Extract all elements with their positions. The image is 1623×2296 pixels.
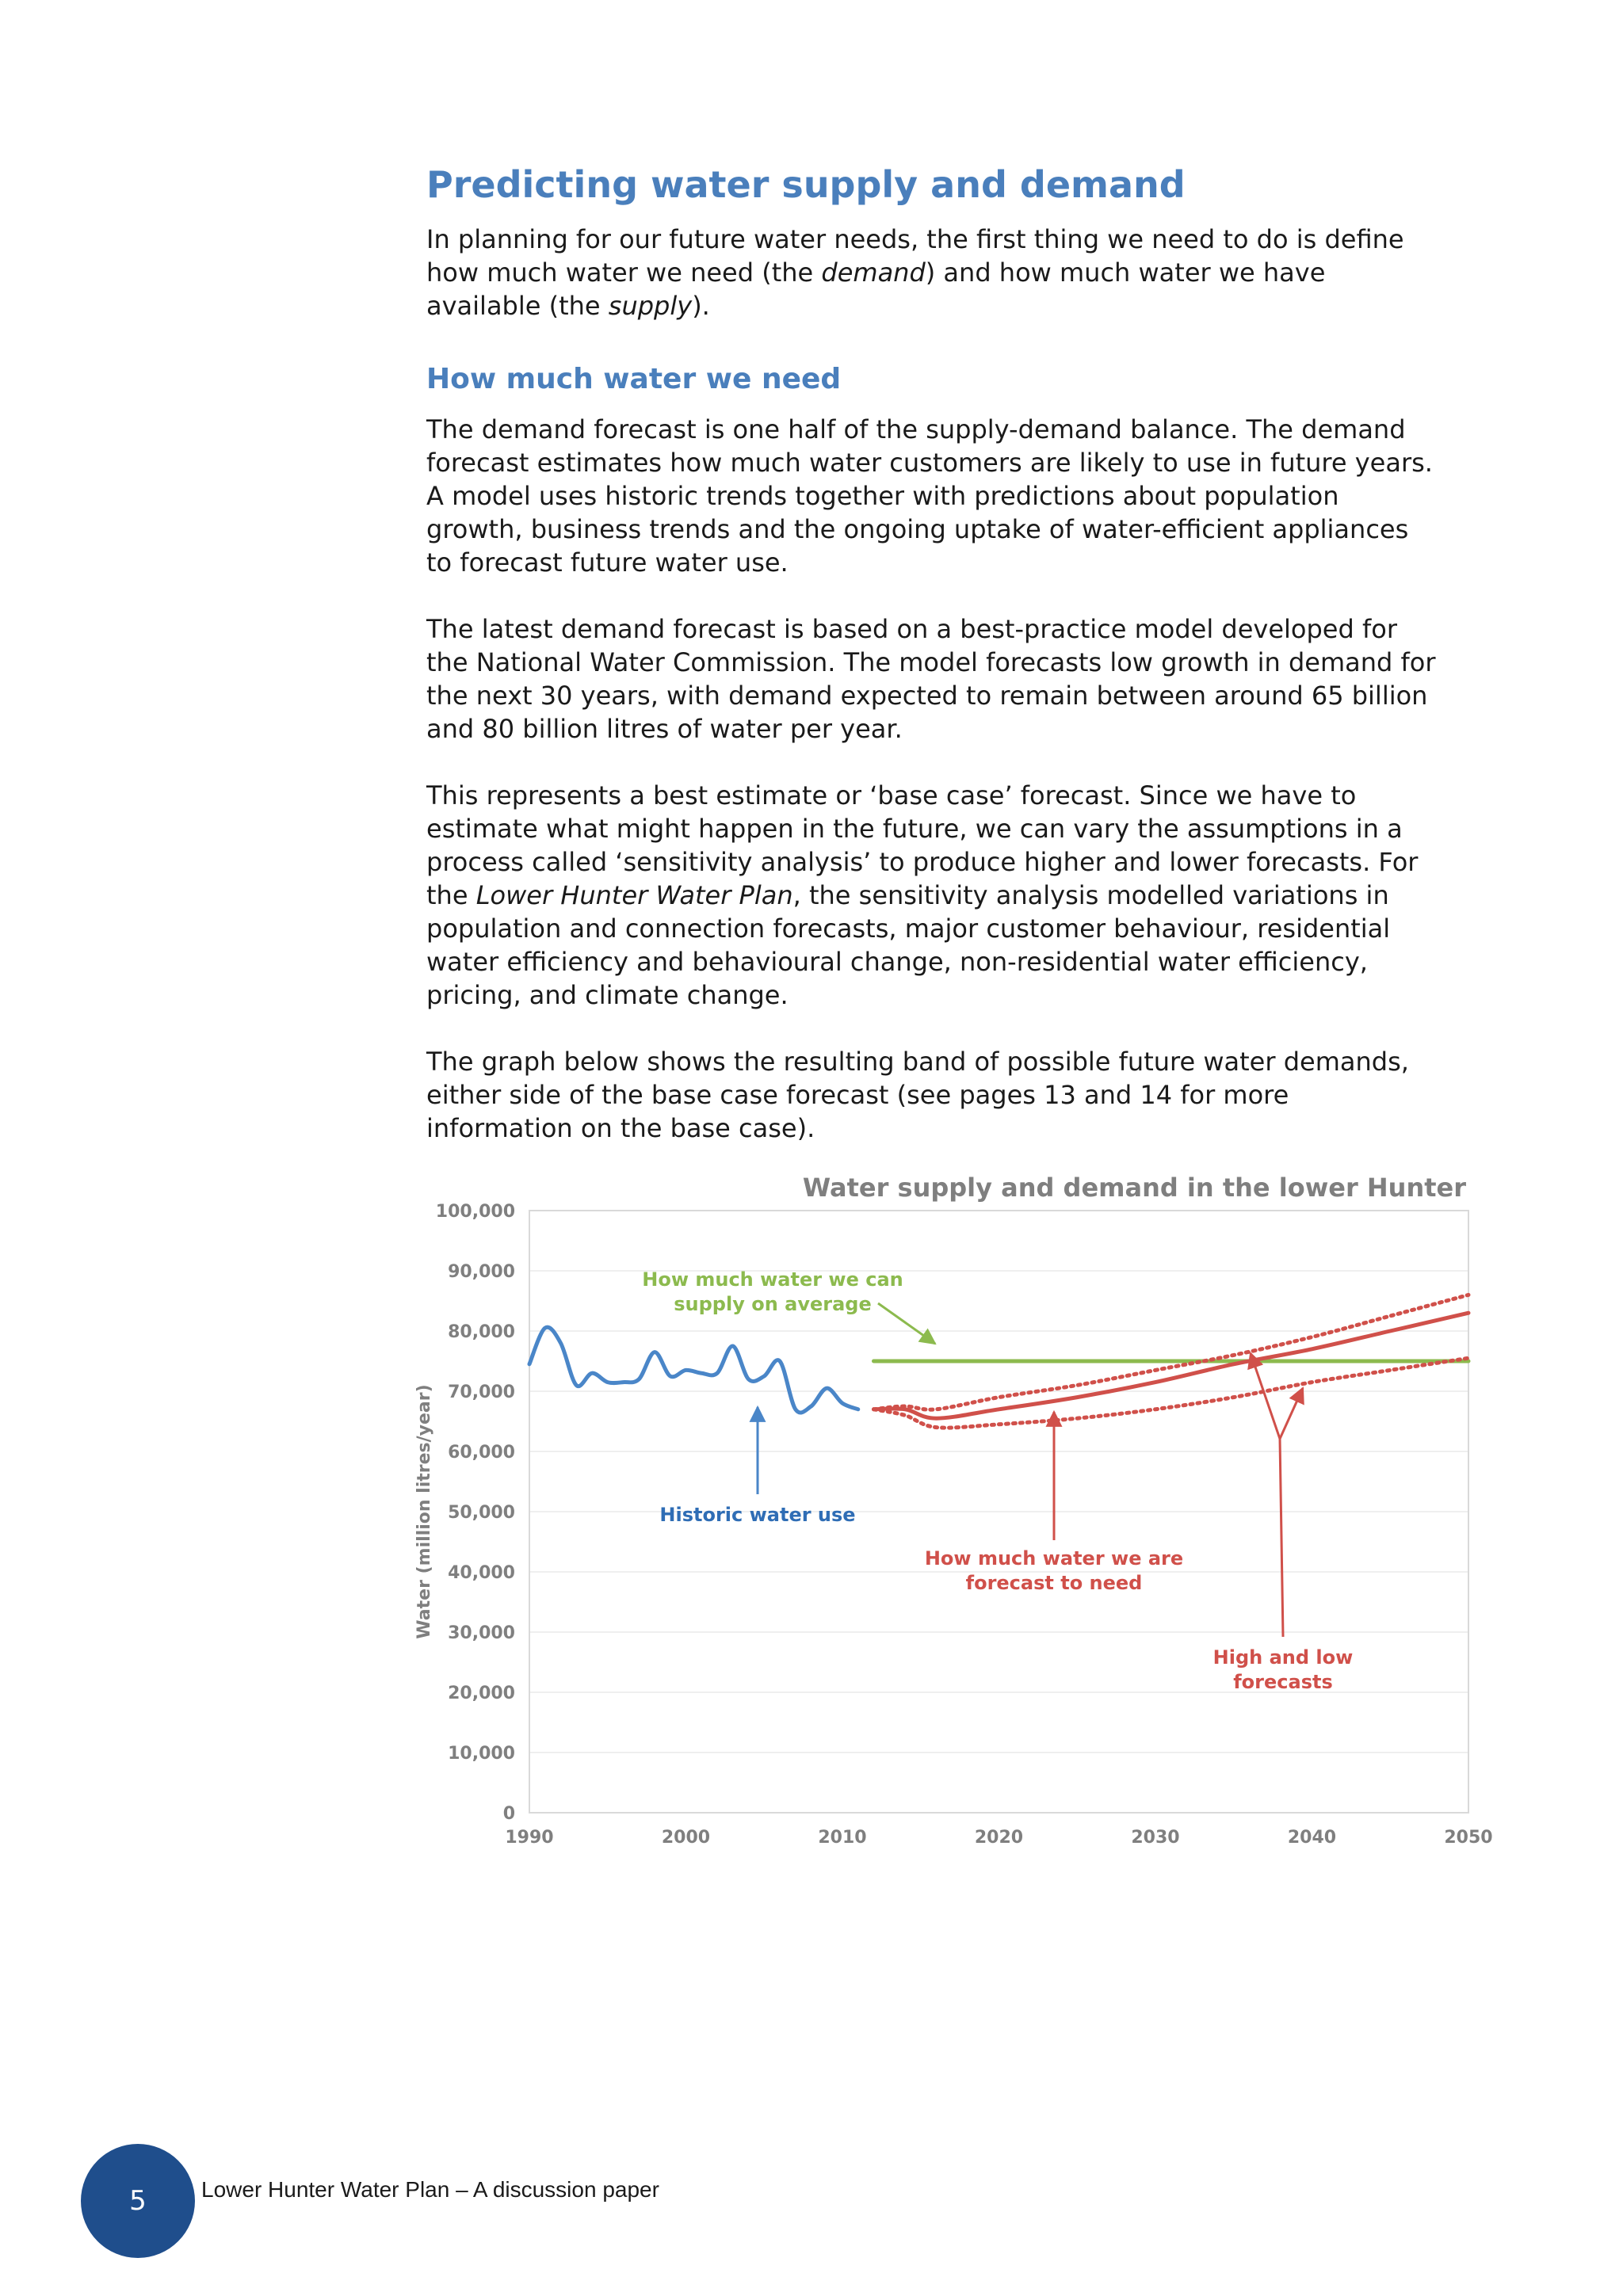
- y-tick-label: 50,000: [448, 1503, 515, 1523]
- paragraph-3-emphasis: Lower Hunter Water Plan: [475, 880, 793, 910]
- annotation-highlow-line2: forecasts: [1233, 1671, 1333, 1693]
- annotation-forecast-line1: How much water we are: [924, 1547, 1184, 1569]
- x-tick-label: 2000: [661, 1828, 711, 1848]
- x-tick-label: 2020: [974, 1828, 1024, 1848]
- y-tick-label: 70,000: [448, 1383, 515, 1402]
- x-tick-label: 2040: [1287, 1828, 1337, 1848]
- paragraph-3-text-b: , the sensitivity analysis modelled variations in population and connection forecasts, major customer behaviour, residential water efficiency and behavioural change, non-residential water efficiency, pricing, and climate change.: [426, 880, 1391, 1010]
- y-tick-label: 80,000: [448, 1322, 515, 1342]
- y-tick-label: 40,000: [448, 1563, 515, 1583]
- annotation-supply-line2: supply on average: [674, 1293, 872, 1315]
- y-tick-label: 90,000: [448, 1262, 515, 1282]
- y-tick-label: 30,000: [448, 1623, 515, 1643]
- x-tick-label: 2010: [818, 1828, 867, 1848]
- chart-title: Water supply and demand in the lower Hunter: [802, 1173, 1466, 1203]
- chart-series: [529, 1295, 1468, 1428]
- document-body: [426, 162, 1441, 1178]
- y-tick-label: 20,000: [448, 1684, 515, 1703]
- paragraph-4: The graph below shows the resulting band of possible future water demands, either side of the base case forecast (see pages 13 and 14 for more information on the base case).: [426, 1047, 1409, 1143]
- intro-emphasis-supply: supply: [608, 291, 693, 321]
- series-line-high: [874, 1295, 1469, 1409]
- water-chart: [412, 1165, 1493, 1862]
- annotation-highlow-line1: High and low: [1212, 1646, 1354, 1669]
- series-line-historic: [529, 1327, 858, 1413]
- paragraph-2: The latest demand forecast is based on a best-practice model developed for the National Water Commission. The model forecasts low growth in demand for the next 30 years, with demand expected to remain between around 65 billion and 80 billion litres of water per year.: [426, 614, 1436, 744]
- x-tick-label: 2050: [1444, 1828, 1493, 1848]
- intro-paragraph: [426, 223, 1441, 322]
- intro-emphasis-demand: demand: [821, 257, 926, 288]
- paragraph-3: [426, 779, 1441, 1012]
- y-axis-ticks: [436, 1202, 515, 1824]
- intro-text-3: ).: [692, 291, 710, 321]
- page-number-badge: [81, 2144, 195, 2258]
- annotation-forecast-line2: forecast to need: [965, 1572, 1143, 1594]
- y-tick-label: 60,000: [448, 1443, 515, 1463]
- annotation-supply-line1: How much water we can: [642, 1268, 903, 1291]
- page-number: 5: [129, 2185, 147, 2217]
- water-chart-svg: [412, 1165, 1493, 1862]
- page-title: Predicting water supply and demand: [426, 163, 1186, 206]
- y-axis-label: Water (million litres/year): [414, 1384, 434, 1639]
- section-heading: How much water we need: [426, 363, 842, 395]
- x-axis-ticks: [505, 1828, 1492, 1848]
- x-tick-label: 1990: [505, 1828, 554, 1848]
- y-tick-label: 10,000: [448, 1744, 515, 1764]
- y-tick-label: 0: [502, 1804, 515, 1824]
- paragraph-1: The demand forecast is one half of the supply-demand balance. The demand forecast estimates how much water customers are likely to use in future years. A model uses historic trends together with predictions about population growth, business trends and the ongoing uptake of water-efficient appliances to forecast future water use.: [426, 414, 1433, 578]
- y-tick-label: 100,000: [435, 1202, 515, 1222]
- paragraph-3-text-a: This represents a best estimate or ‘base case’ forecast. Since we have to estimate what might happen in the future, we can vary the assumptions in a process called ‘sensitivity analysis’ to produce higher and lower forecasts. For the: [426, 780, 1419, 910]
- annotation-highlow-arrow-up: [1251, 1353, 1283, 1637]
- annotation-supply-arrow: [878, 1303, 935, 1344]
- x-tick-label: 2030: [1131, 1828, 1180, 1848]
- footer-title: Lower Hunter Water Plan – A discussion paper: [201, 2177, 659, 2202]
- intro-text-2: ) and how much water we have available (the: [426, 257, 1326, 321]
- annotation-historic: Historic water use: [659, 1504, 856, 1526]
- annotation-highlow-arrow-down: [1280, 1388, 1303, 1439]
- intro-text-1: In planning for our future water needs, the first thing we need to do is define how much water we need (the: [426, 224, 1404, 288]
